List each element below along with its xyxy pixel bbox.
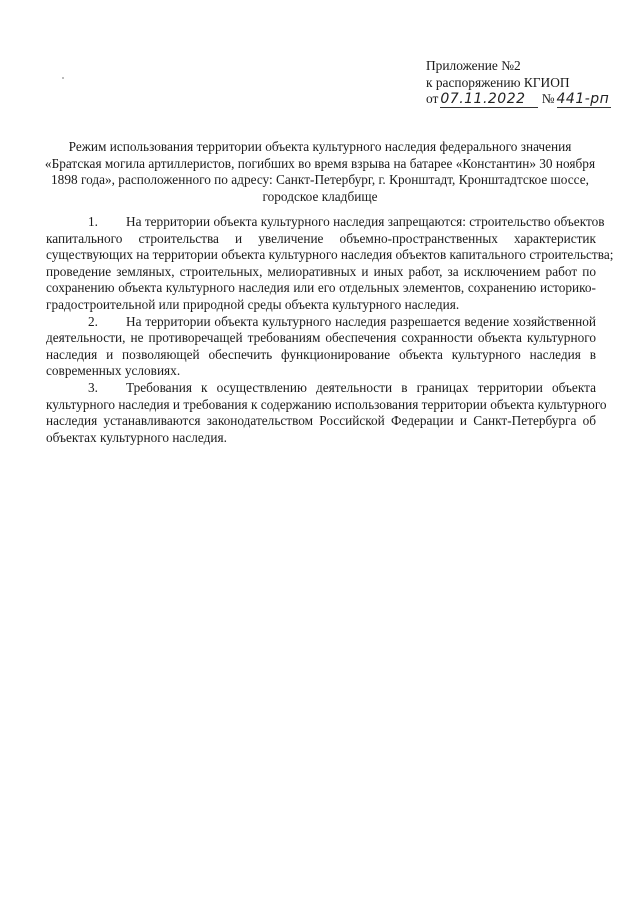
paragraph-line: объектах культурного наследия. [46,429,227,445]
appendix-block [426,58,611,108]
date-number-line [426,91,611,108]
date-field [440,91,538,108]
handwritten-date: 07.11.2022 [440,91,526,107]
handwritten-number: 441-рп [556,91,610,107]
order-reference: к распоряжению КГИОП [426,74,570,90]
scan-speck [62,77,64,79]
paragraph-text: Требования к осуществлению деятельности в границах территории объекта [126,379,596,395]
paragraph-line: градостроительной или природной среды объекта культурного наследия. [46,296,460,312]
paragraph-line: наследия и позволяющей обеспечить функционирование объекта культурного наследия в [46,346,596,362]
paragraph-line [46,214,605,231]
title-line: городское кладбище [262,188,378,204]
appendix-label: Приложение №2 [426,58,521,73]
paragraph-number: 3. [88,379,98,395]
paragraph-text: На территории объекта культурного наследия разрешается ведение хозяйственной [126,313,596,329]
paragraph-text: На территории объекта культурного наследия запрещаются: строительство объектов [126,214,605,229]
title-line: 1898 года», расположенного по адресу: Санкт-Петербург, г. Кронштадт, Кронштадтское шоссе, [51,172,589,188]
paragraph-line: деятельности, не противоречащей требованиям обеспечения сохранности объекта культурного [46,330,596,346]
number-field [557,91,611,108]
paragraph-3 [46,379,607,446]
document-title [44,139,596,205]
title-line: «Братская могила артиллеристов, погибших во время взрыва на батарее «Константин» 30 ноября [44,155,596,171]
paragraph-line: проведение земляных, строительных, мелиоративных и иных работ, за исключением работ по [46,263,596,279]
paragraph-1 [46,214,614,314]
document-body [46,214,614,446]
title-line: Режим использования территории объекта культурного наследия федерального значения [68,139,572,154]
paragraph-line: наследия устанавливаются законодательством Российской Федерации и Санкт-Петербурга об [46,413,596,429]
paragraph-number: 2. [88,313,98,329]
paragraph-line: современных условиях. [46,363,181,379]
paragraph-line: капитального строительства и увеличение объемно-пространственных характеристик [46,230,596,246]
paragraph-line [46,380,596,397]
paragraph-line: существующих на территории объекта культурного наследия объектов капитального строительства; [46,247,614,263]
number-prefix: № [541,91,555,106]
paragraph-2 [46,314,596,380]
paragraph-line [46,314,596,331]
paragraph-line: культурного наследия и требования к содержанию использования территории объекта культурного [46,396,607,412]
paragraph-line: сохранению объекта культурного наследия или его отдельных элементов, сохранению историко- [46,280,596,296]
paragraph-number: 1. [88,214,98,229]
date-prefix: от [426,91,439,106]
